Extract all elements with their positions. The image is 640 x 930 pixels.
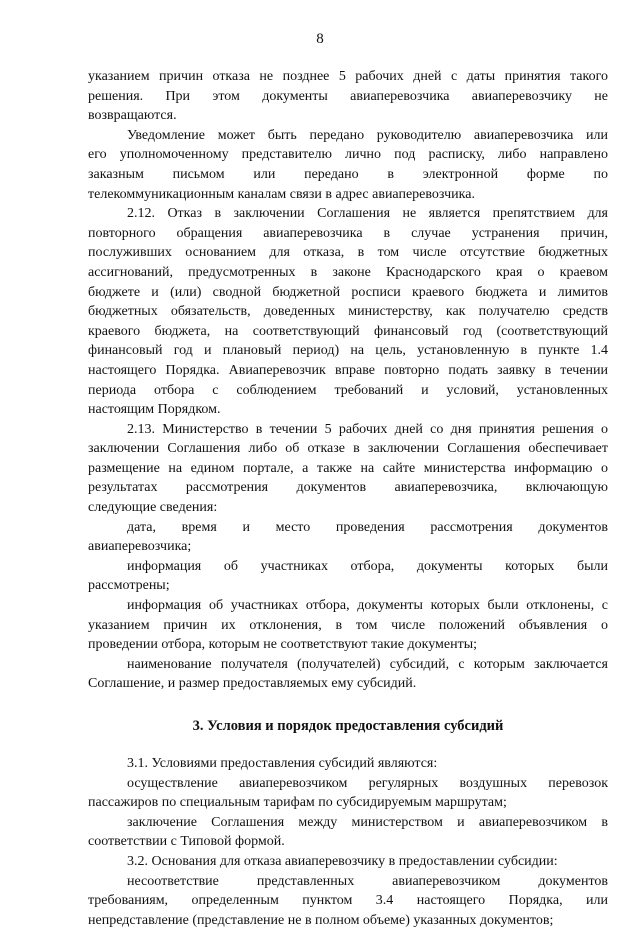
- text-line: рассмотрены;: [88, 578, 170, 594]
- text-line: бюджете и (или) сводной бюджетной росписи краевого бюджета и лимитов: [88, 284, 608, 300]
- text-line: 3.2. Основания для отказа авиаперевозчику в предоставлении субсидии:: [127, 853, 558, 869]
- text-line: послуживших основанием для отказа, в том числе отсутствие бюджетных: [88, 245, 608, 261]
- text-line: несоответствие представленных авиаперевозчиком документов: [127, 873, 608, 889]
- text-line: требованиям, определенным пунктом 3.4 настоящего Порядка, или: [88, 893, 608, 909]
- text-line: настоящего Порядка. Авиаперевозчик вправе повторно подать заявку в течении: [88, 362, 608, 378]
- text-line: периода отбора с соблюдением требований и условий, установленных: [88, 382, 608, 398]
- text-line: повторного обращения авиаперевозчика в случае устранения причин,: [88, 225, 608, 241]
- text-line: ассигнований, предусмотренных в законе Краснодарского края о краевом: [88, 264, 608, 280]
- text-line: заключении Соглашения либо об отказе в заключении Соглашения обеспечивает: [88, 441, 608, 457]
- text-line: осуществление авиаперевозчиком регулярных воздушных перевозок: [127, 775, 608, 791]
- text-line: непредставление (представление не в полном объеме) указанных документов;: [88, 912, 554, 928]
- section-2-text: [88, 67, 608, 694]
- section-heading: 3. Условия и порядок предоставления субсидий: [192, 718, 504, 734]
- text-line: информация об участниках отбора, документы которых были: [127, 558, 608, 574]
- text-line: финансовый год и плановый период) на цель, установленную в пункте 1.4: [88, 343, 608, 359]
- text-line: заказным письмом или передано в электронной форме по: [88, 166, 608, 182]
- text-line: указанием причин отказа не позднее 5 рабочих дней с даты принятия такого: [88, 69, 608, 84]
- text-line: следующие сведения:: [88, 500, 218, 516]
- text-line: возвращаются.: [88, 108, 177, 124]
- document-body: [88, 67, 608, 930]
- text-line: настоящим Порядком.: [88, 402, 221, 418]
- section-3-text: [88, 754, 608, 930]
- text-line: дата, время и место проведения рассмотрения документов: [127, 519, 608, 535]
- text-line: результатах рассмотрения документов авиаперевозчика, включающую: [88, 480, 608, 496]
- text-line: телекоммуникационным каналам связи в адрес авиаперевозчика.: [88, 186, 475, 202]
- text-line: информация об участниках отбора, документы которых были отклонены, с: [127, 598, 608, 614]
- text-line: краевого бюджета, на соответствующий финансовый год (соответствующий: [88, 323, 608, 339]
- text-line: наименование получателя (получателей) субсидий, с которым заключается: [127, 656, 608, 672]
- text-line: 3.1. Условиями предоставления субсидий являются:: [127, 756, 438, 771]
- text-line: решения. При этом документы авиаперевозчика авиаперевозчику не: [88, 88, 608, 104]
- text-line: Уведомление может быть передано руководителю авиаперевозчика или: [127, 127, 608, 143]
- text-line: его уполномоченному представителю лично под расписку, либо направлено: [88, 147, 608, 163]
- text-line: указанием причин их отклонения, в том числе положений объявления о: [88, 617, 608, 633]
- text-line: проведении отбора, которым не соответствуют такие документы;: [88, 637, 478, 653]
- text-line: авиаперевозчика;: [88, 539, 192, 555]
- text-line: заключение Соглашения между министерством и авиаперевозчиком в: [127, 814, 608, 830]
- text-line: размещение на едином портале, а также на сайте министерства информацию о: [88, 460, 608, 476]
- text-line: пассажиров по специальным тарифам по субсидируемым маршрутам;: [88, 795, 507, 811]
- text-line: Соглашение, и размер предоставляемых ему субсидий.: [88, 676, 417, 692]
- text-line: бюджетных обязательств, доведенных министерству, как получателю средств: [88, 304, 608, 320]
- text-line: 2.13. Министерство в течении 5 рабочих дней со дня принятия решения о: [127, 421, 608, 437]
- text-line: 2.12. Отказ в заключении Соглашения не является препятствием для: [127, 206, 608, 222]
- page-number: 8: [316, 31, 324, 47]
- text-line: соответствии с Типовой формой.: [88, 834, 285, 850]
